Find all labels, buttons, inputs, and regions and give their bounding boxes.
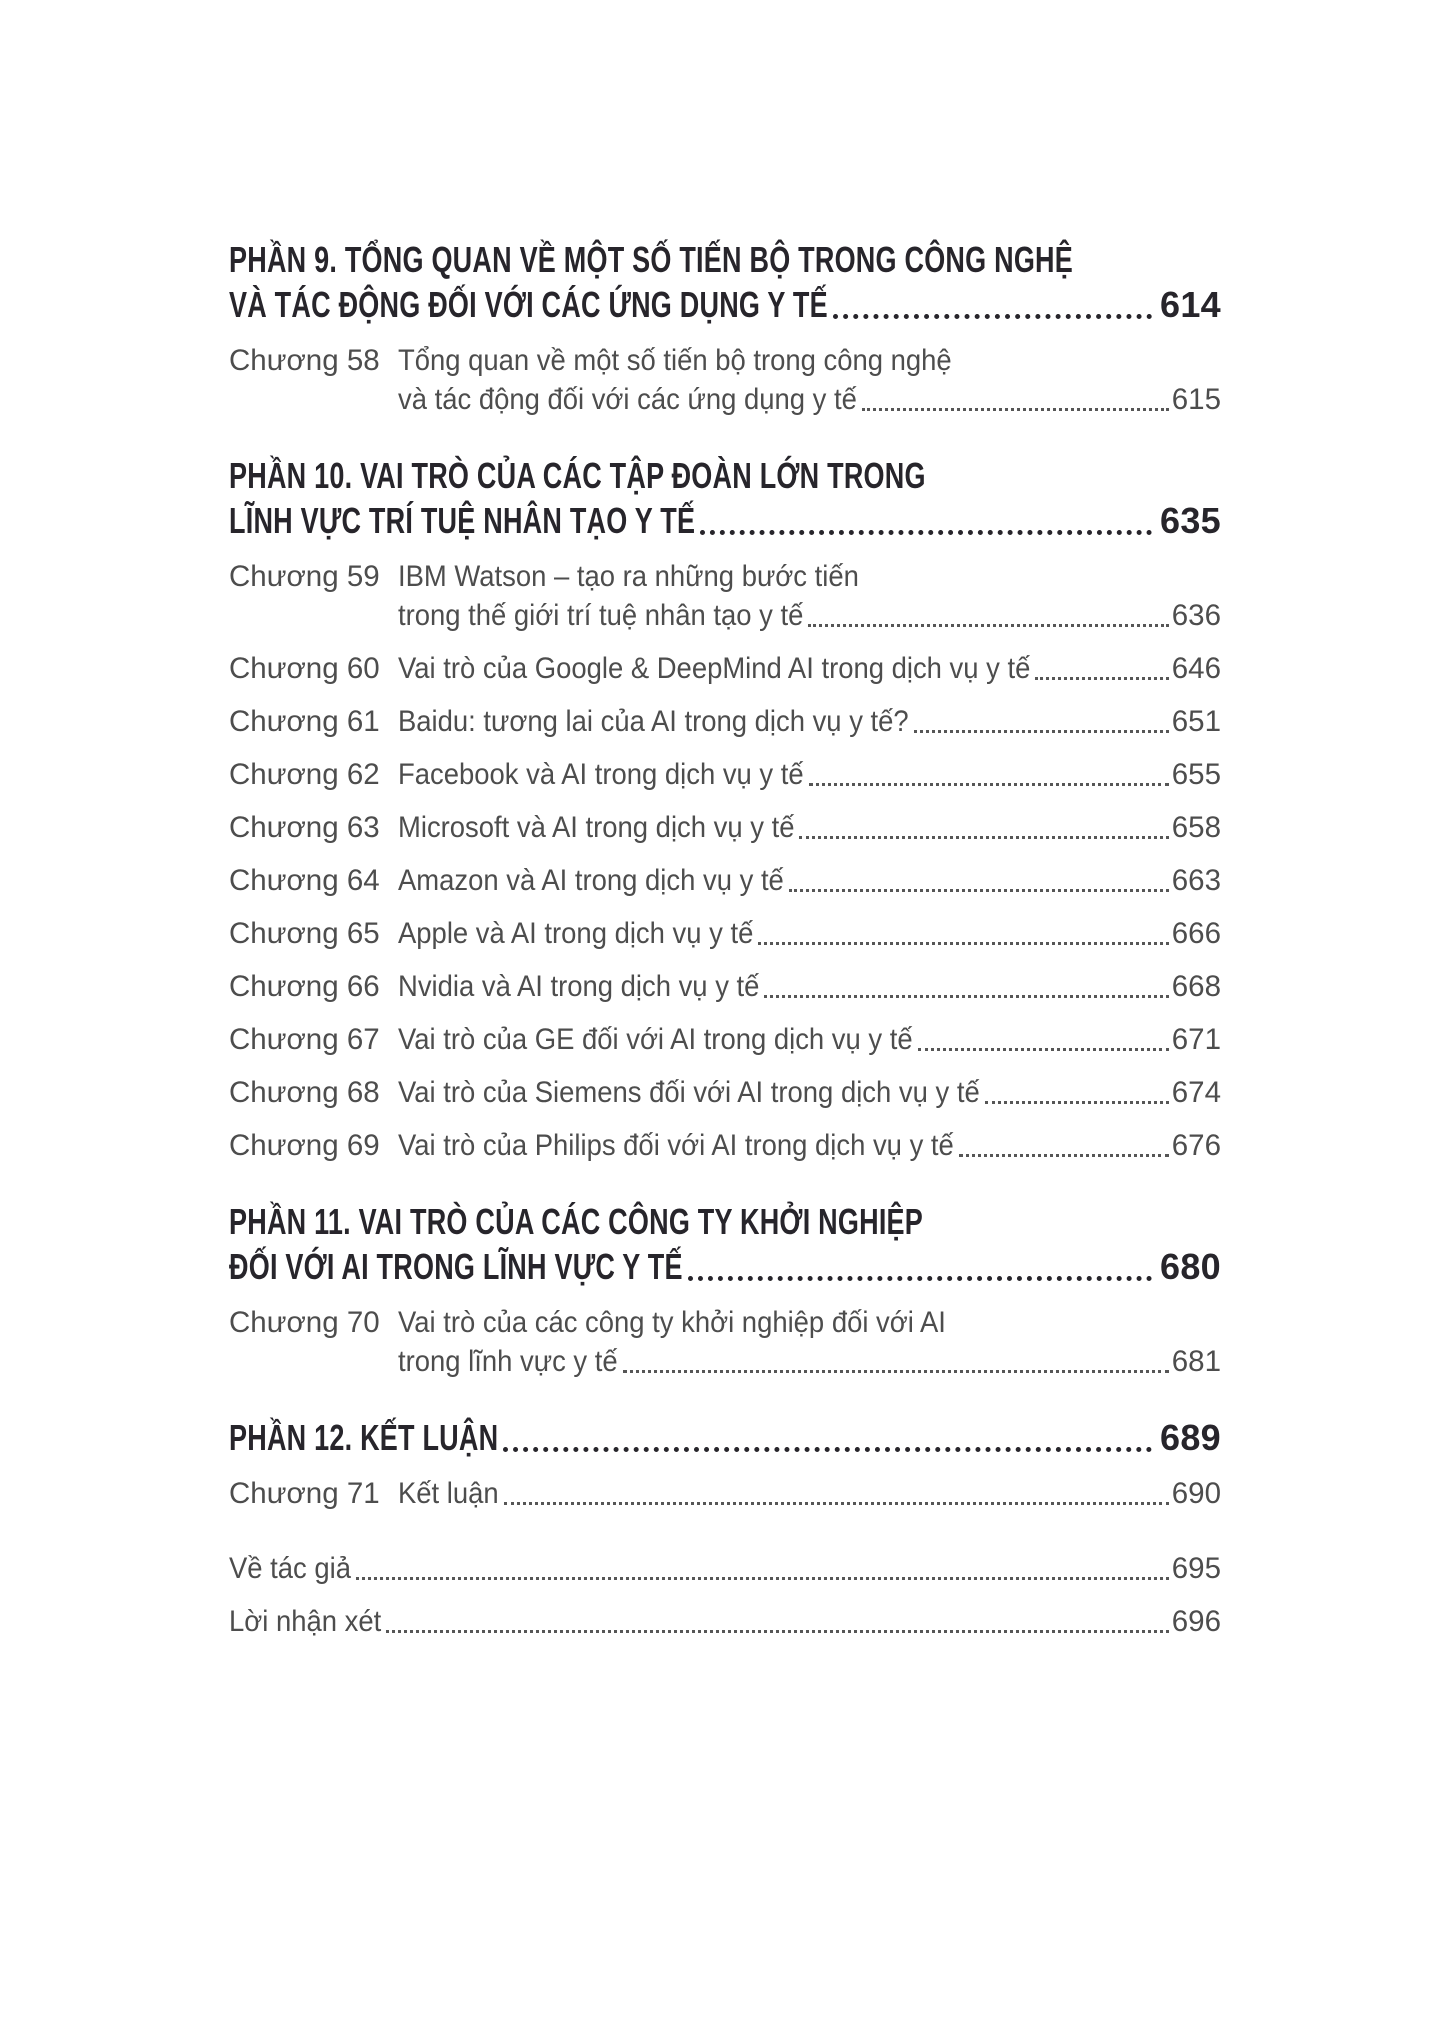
dot-leader — [1035, 677, 1168, 680]
chapter-63-page-number: 658 — [1171, 811, 1221, 844]
section-11-title-line2-text: ĐỐI VỚI AI TRONG LĨNH VỰC Y TẾ — [229, 1246, 683, 1287]
chapter-67-row — [229, 1020, 1221, 1059]
chapter-58-line2 — [229, 380, 1221, 419]
about-author-page-number: 695 — [1171, 1552, 1221, 1585]
chapter-67-title: Vai trò của GE đối với AI trong dịch vụ y tế — [398, 1023, 913, 1056]
reviews-page-number: 696 — [1171, 1605, 1221, 1638]
chapter-65-title: Apple và AI trong dịch vụ y tế — [398, 917, 754, 950]
chapter-69-label: Chương 69 — [229, 1129, 380, 1162]
chapter-58-page-number: 615 — [1171, 383, 1221, 416]
chapter-71-title: Kết luận — [398, 1477, 499, 1510]
chapter-59-page-number: 636 — [1171, 599, 1221, 632]
chapter-69-page-number: 676 — [1171, 1129, 1221, 1162]
reviews-title: Lời nhận xét — [229, 1605, 382, 1638]
chapter-58-line1 — [229, 341, 1221, 380]
section-12-page-number: 689 — [1160, 1417, 1221, 1458]
chapter-60-page-number: 646 — [1171, 652, 1221, 685]
section-9-page-number: 614 — [1160, 284, 1221, 325]
chapter-60-label: Chương 60 — [229, 652, 380, 685]
section-9-title-line2-text: VÀ TÁC ĐỘNG ĐỐI VỚI CÁC ỨNG DỤNG Y TẾ — [229, 284, 828, 325]
chapter-58-title-line2: và tác động đối với các ứng dụng y tế — [398, 383, 857, 416]
chapter-65-page-number: 666 — [1171, 917, 1221, 950]
section-11-heading — [229, 1199, 1221, 1289]
section-9-title-line1-text: PHẦN 9. TỔNG QUAN VỀ MỘT SỐ TIẾN BỘ TRONG CÔNG NGHỆ — [229, 239, 1074, 280]
section-11-title-line1 — [229, 1199, 1221, 1244]
chapter-70-page-number: 681 — [1171, 1345, 1221, 1378]
section-10-heading — [229, 453, 1221, 543]
chapter-64-title: Amazon và AI trong dịch vụ y tế — [398, 864, 784, 897]
chapter-66-row — [229, 967, 1221, 1006]
chapter-67-label: Chương 67 — [229, 1023, 380, 1056]
chapter-70-label: Chương 70 — [229, 1306, 380, 1339]
chapter-62-page-number: 655 — [1171, 758, 1221, 791]
chapter-62-label: Chương 62 — [229, 758, 380, 791]
dot-leader — [356, 1577, 1169, 1580]
section-9-heading — [229, 237, 1221, 327]
chapter-61-row — [229, 702, 1221, 741]
reviews-row — [229, 1602, 1221, 1641]
dot-leader — [809, 783, 1169, 786]
chapter-58-row — [229, 341, 1221, 419]
section-9-title-line1 — [229, 237, 1221, 282]
section-11-title-line2-row — [229, 1244, 1221, 1289]
dot-leader — [386, 1630, 1169, 1633]
dot-leader — [959, 1154, 1169, 1157]
chapter-65-row — [229, 914, 1221, 953]
chapter-70-title-line1: Vai trò của các công ty khởi nghiệp đối với AI — [398, 1306, 946, 1339]
dot-leader — [764, 995, 1168, 998]
chapter-59-title-line2: trong thế giới trí tuệ nhân tạo y tế — [398, 599, 804, 632]
chapter-69-title: Vai trò của Philips đối với AI trong dịch vụ y tế — [398, 1129, 954, 1162]
chapter-65-label: Chương 65 — [229, 917, 380, 950]
chapter-58-label: Chương 58 — [229, 344, 380, 377]
dot-leader — [503, 1447, 1152, 1452]
chapter-66-title: Nvidia và AI trong dịch vụ y tế — [398, 970, 760, 1003]
dot-leader — [799, 836, 1168, 839]
chapter-62-title: Facebook và AI trong dịch vụ y tế — [398, 758, 804, 791]
dot-leader — [833, 314, 1152, 319]
chapter-61-title: Baidu: tương lai của AI trong dịch vụ y tế? — [398, 705, 909, 738]
section-10-title-line1 — [229, 453, 1221, 498]
section-10-page-number: 635 — [1160, 500, 1221, 541]
chapter-69-row — [229, 1126, 1221, 1165]
chapter-70-line2 — [229, 1342, 1221, 1381]
chapter-64-label: Chương 64 — [229, 864, 380, 897]
dot-leader — [808, 624, 1168, 627]
about-author-row — [229, 1549, 1221, 1588]
chapter-60-row — [229, 649, 1221, 688]
dot-leader — [789, 889, 1169, 892]
chapter-66-page-number: 668 — [1171, 970, 1221, 1003]
chapter-70-title-line2: trong lĩnh vực y tế — [398, 1345, 618, 1378]
section-9-title-line2-row — [229, 282, 1221, 327]
chapter-71-row — [229, 1474, 1221, 1513]
section-10-title-line2-row — [229, 498, 1221, 543]
chapter-61-page-number: 651 — [1171, 705, 1221, 738]
chapter-64-page-number: 663 — [1171, 864, 1221, 897]
chapter-64-row — [229, 861, 1221, 900]
chapter-70-row — [229, 1303, 1221, 1381]
dot-leader — [918, 1048, 1169, 1051]
dot-leader — [688, 1276, 1152, 1281]
dot-leader — [623, 1370, 1169, 1373]
about-author-title: Về tác giả — [229, 1552, 352, 1585]
chapter-70-line1 — [229, 1303, 1221, 1342]
chapter-71-page-number: 690 — [1171, 1477, 1221, 1510]
dot-leader — [985, 1101, 1169, 1104]
dot-leader — [700, 530, 1152, 535]
chapter-63-title: Microsoft và AI trong dịch vụ y tế — [398, 811, 795, 844]
chapter-59-line1 — [229, 557, 1221, 596]
chapter-68-page-number: 674 — [1171, 1076, 1221, 1109]
dot-leader — [862, 408, 1169, 411]
section-12-heading — [229, 1415, 1221, 1460]
chapter-63-label: Chương 63 — [229, 811, 380, 844]
chapter-67-page-number: 671 — [1171, 1023, 1221, 1056]
section-10-title-line1-text: PHẦN 10. VAI TRÒ CỦA CÁC TẬP ĐOÀN LỚN TRONG — [229, 455, 926, 496]
section-11-title-line1-text: PHẦN 11. VAI TRÒ CỦA CÁC CÔNG TY KHỞI NGHIỆP — [229, 1201, 924, 1242]
chapter-61-label: Chương 61 — [229, 705, 380, 738]
section-10-title-line2-text: LĨNH VỰC TRÍ TUỆ NHÂN TẠO Y TẾ — [229, 500, 696, 541]
dot-leader — [914, 730, 1169, 733]
chapter-71-label: Chương 71 — [229, 1477, 380, 1510]
chapter-63-row — [229, 808, 1221, 847]
chapter-59-title-line1: IBM Watson – tạo ra những bước tiến — [398, 560, 859, 593]
chapter-59-label: Chương 59 — [229, 560, 380, 593]
section-11-page-number: 680 — [1160, 1246, 1221, 1287]
chapter-68-row — [229, 1073, 1221, 1112]
chapter-59-line2 — [229, 596, 1221, 635]
chapter-59-row — [229, 557, 1221, 635]
section-12-title-text: PHẦN 12. KẾT LUẬN — [229, 1417, 499, 1458]
dot-leader — [504, 1502, 1169, 1505]
chapter-68-title: Vai trò của Siemens đối với AI trong dịch vụ y tế — [398, 1076, 980, 1109]
chapter-66-label: Chương 66 — [229, 970, 380, 1003]
chapter-68-label: Chương 68 — [229, 1076, 380, 1109]
chapter-60-title: Vai trò của Google & DeepMind AI trong dịch vụ y tế — [398, 652, 1031, 685]
chapter-58-title-line1: Tổng quan về một số tiến bộ trong công nghệ — [398, 344, 952, 377]
dot-leader — [758, 942, 1168, 945]
toc-content — [229, 237, 1221, 1641]
chapter-62-row — [229, 755, 1221, 794]
